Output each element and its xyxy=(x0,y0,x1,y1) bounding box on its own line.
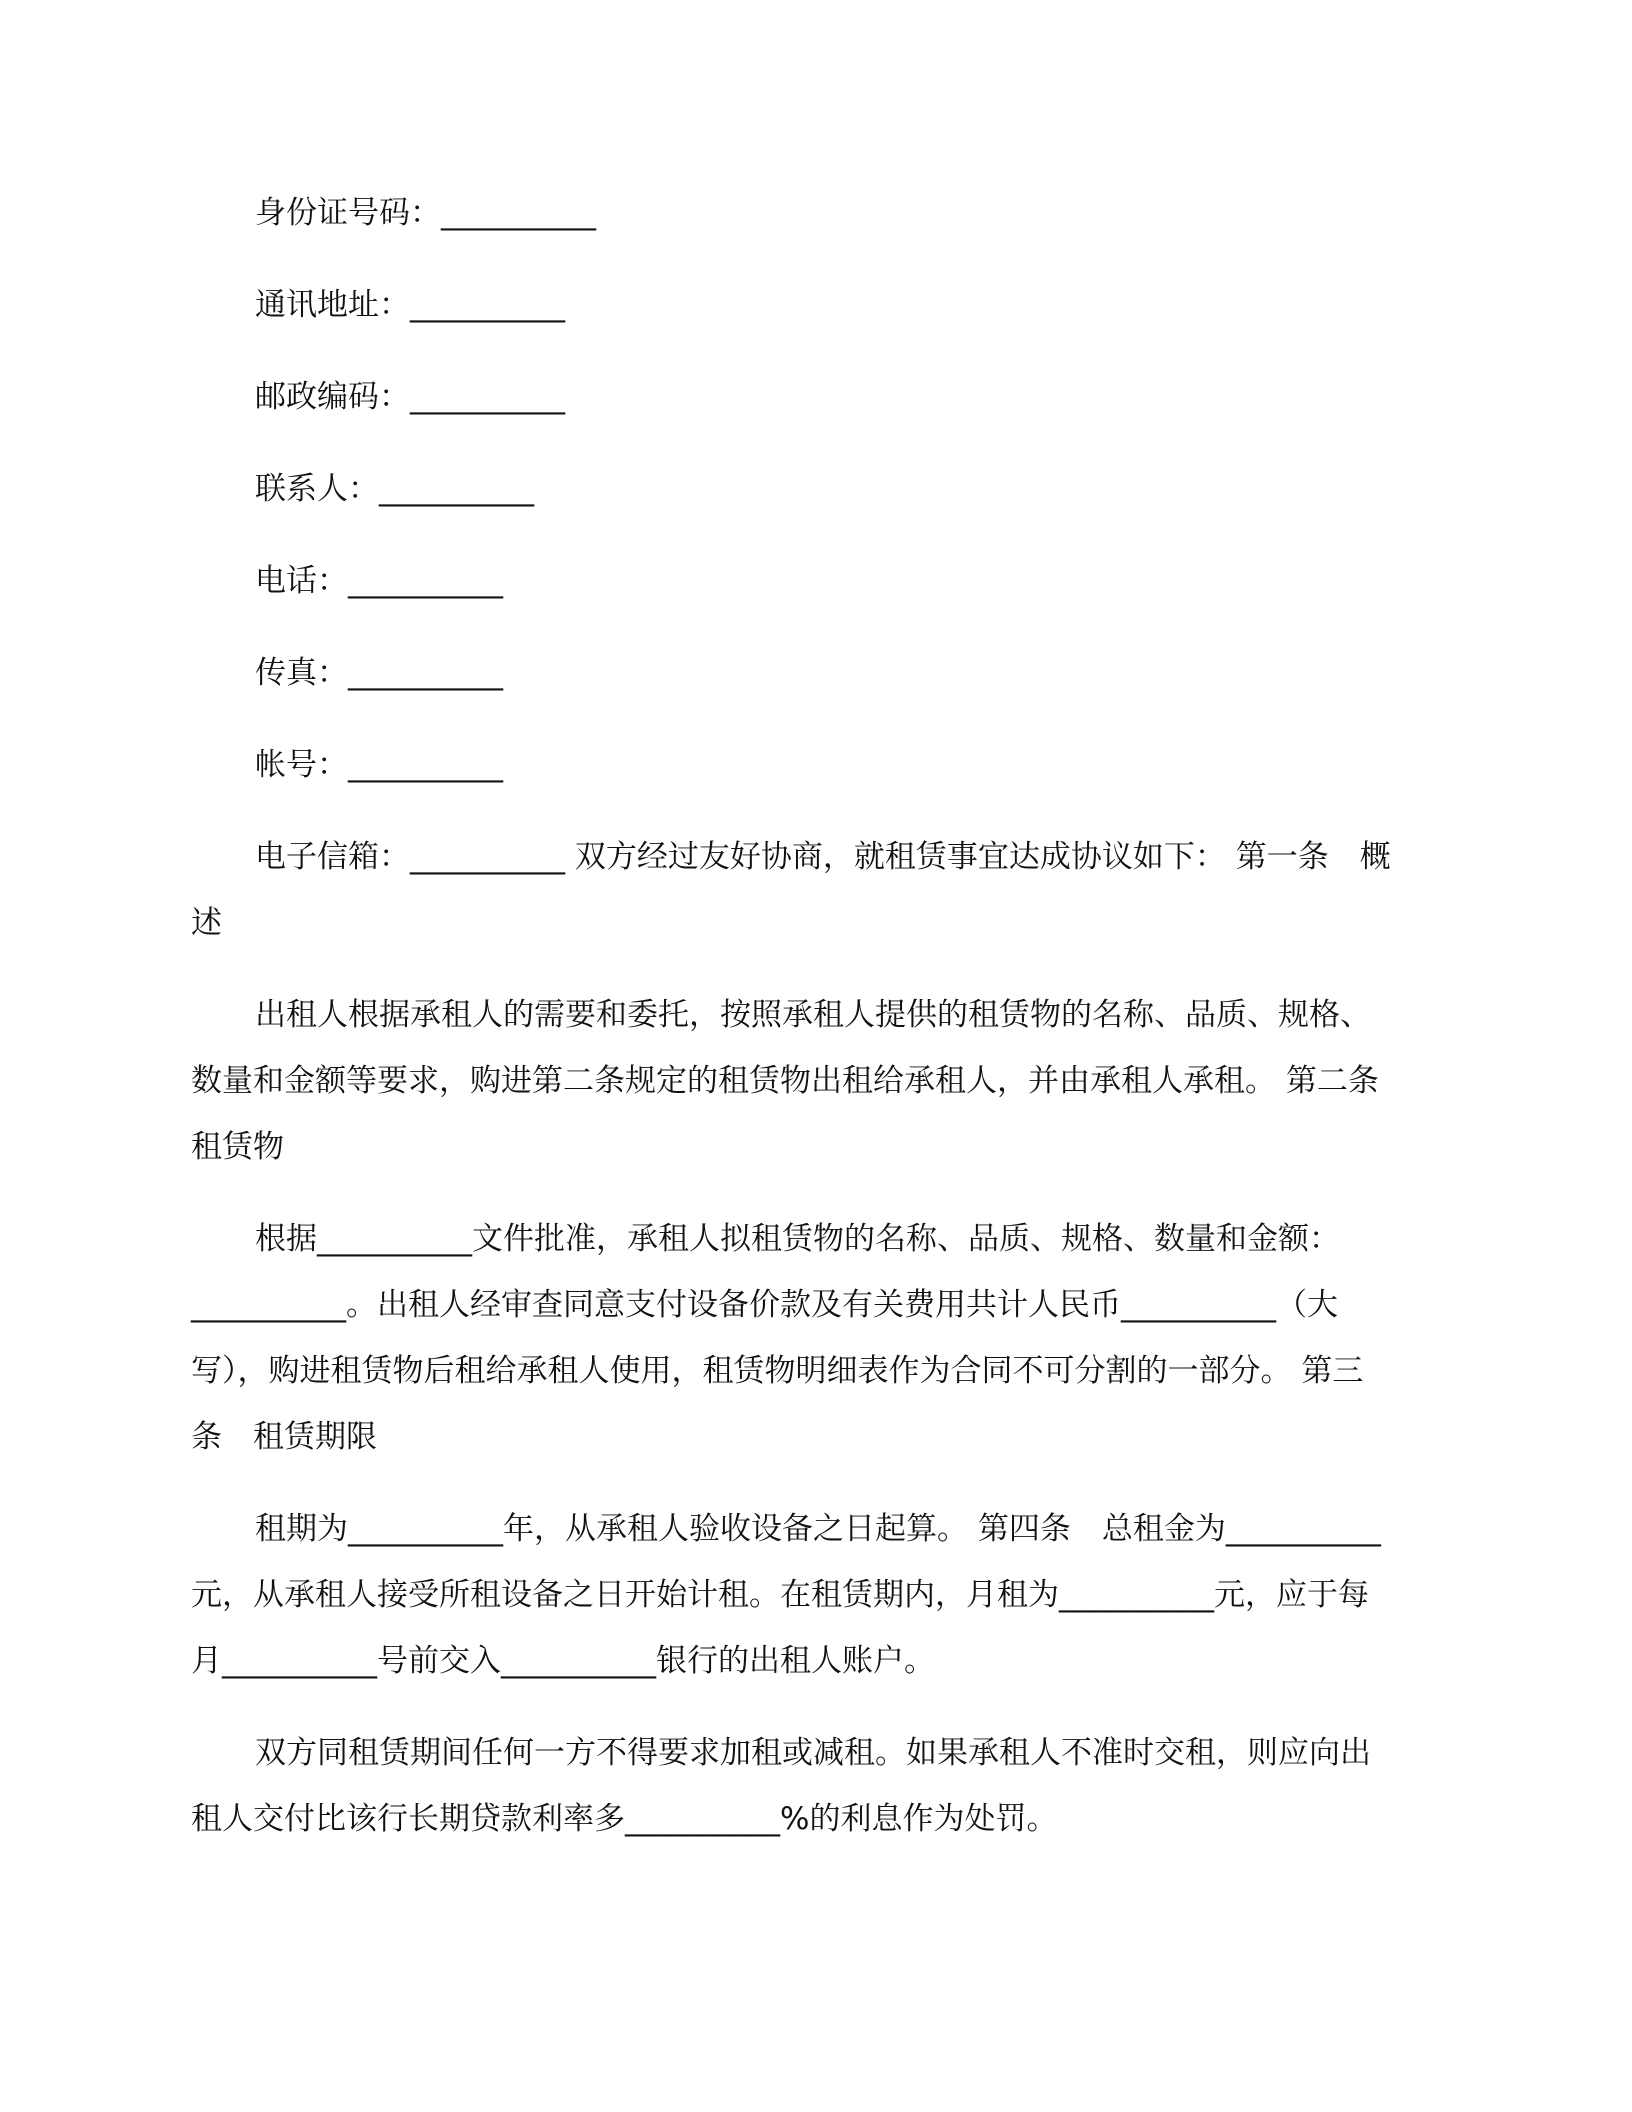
field-fax xyxy=(255,653,503,693)
field-blank: __________ xyxy=(410,287,565,323)
field-blank: __________ xyxy=(441,195,596,231)
paragraph-line: 写），购进租赁物后租给承租人使用，租赁物明细表作为合同不可分割的一部分。 第三 xyxy=(191,1353,1364,1389)
paragraph-line: 租赁物 xyxy=(191,1129,284,1165)
paragraph-line: 元，从承租人接受所租设备之日开始计租。在租赁期内，月租为__________元，应于每 xyxy=(191,1577,1369,1613)
field-blank: __________ xyxy=(410,379,565,415)
field-blank: __________ xyxy=(348,655,503,691)
paragraph-line: 出租人根据承租人的需要和委托，按照承租人提供的租赁物的名称、品质、规格、 xyxy=(255,997,1371,1033)
paragraph-line: 数量和金额等要求，购进第二条规定的租赁物出租给承租人，并由承租人承租。 第二条 xyxy=(191,1063,1379,1099)
field-label: 电话： xyxy=(255,563,348,599)
field-label: 邮政编码： xyxy=(255,379,410,415)
paragraph-line: 双方同租赁期间任何一方不得要求加租或减租。如果承租人不准时交租，则应向出 xyxy=(255,1735,1371,1771)
field-label: 身份证号码： xyxy=(255,195,441,231)
field-blank: __________ xyxy=(348,747,503,783)
field-blank: __________ xyxy=(348,563,503,599)
paragraph-line: 电子信箱：__________ 双方经过友好协商，就租赁事宜达成协议如下： 第一条 概 xyxy=(255,839,1391,875)
paragraph-line: 租人交付比该行长期贷款利率多__________%的利息作为处罚。 xyxy=(191,1801,1058,1837)
field-account xyxy=(255,745,503,785)
paragraph-line: 述 xyxy=(191,905,222,941)
field-contact-person xyxy=(255,469,534,509)
field-postal-code xyxy=(255,377,565,417)
field-label: 传真： xyxy=(255,655,348,691)
field-phone xyxy=(255,561,503,601)
paragraph-line: 条 租赁期限 xyxy=(191,1419,377,1455)
field-label: 帐号： xyxy=(255,747,348,783)
field-label: 联系人： xyxy=(255,471,379,507)
paragraph-line: 月__________号前交入__________银行的出租人账户。 xyxy=(191,1643,935,1679)
paragraph-line: 根据__________文件批准，承租人拟租赁物的名称、品质、规格、数量和金额： xyxy=(255,1221,1340,1257)
field-blank: __________ xyxy=(379,471,534,507)
paragraph-line: 租期为__________年，从承租人验收设备之日起算。 第四条 总租金为__________ xyxy=(255,1511,1381,1547)
field-id-number xyxy=(255,193,596,233)
paragraph-line: __________。出租人经审查同意支付设备价款及有关费用共计人民币__________（大 xyxy=(191,1287,1338,1323)
field-address xyxy=(255,285,565,325)
field-label: 通讯地址： xyxy=(255,287,410,323)
